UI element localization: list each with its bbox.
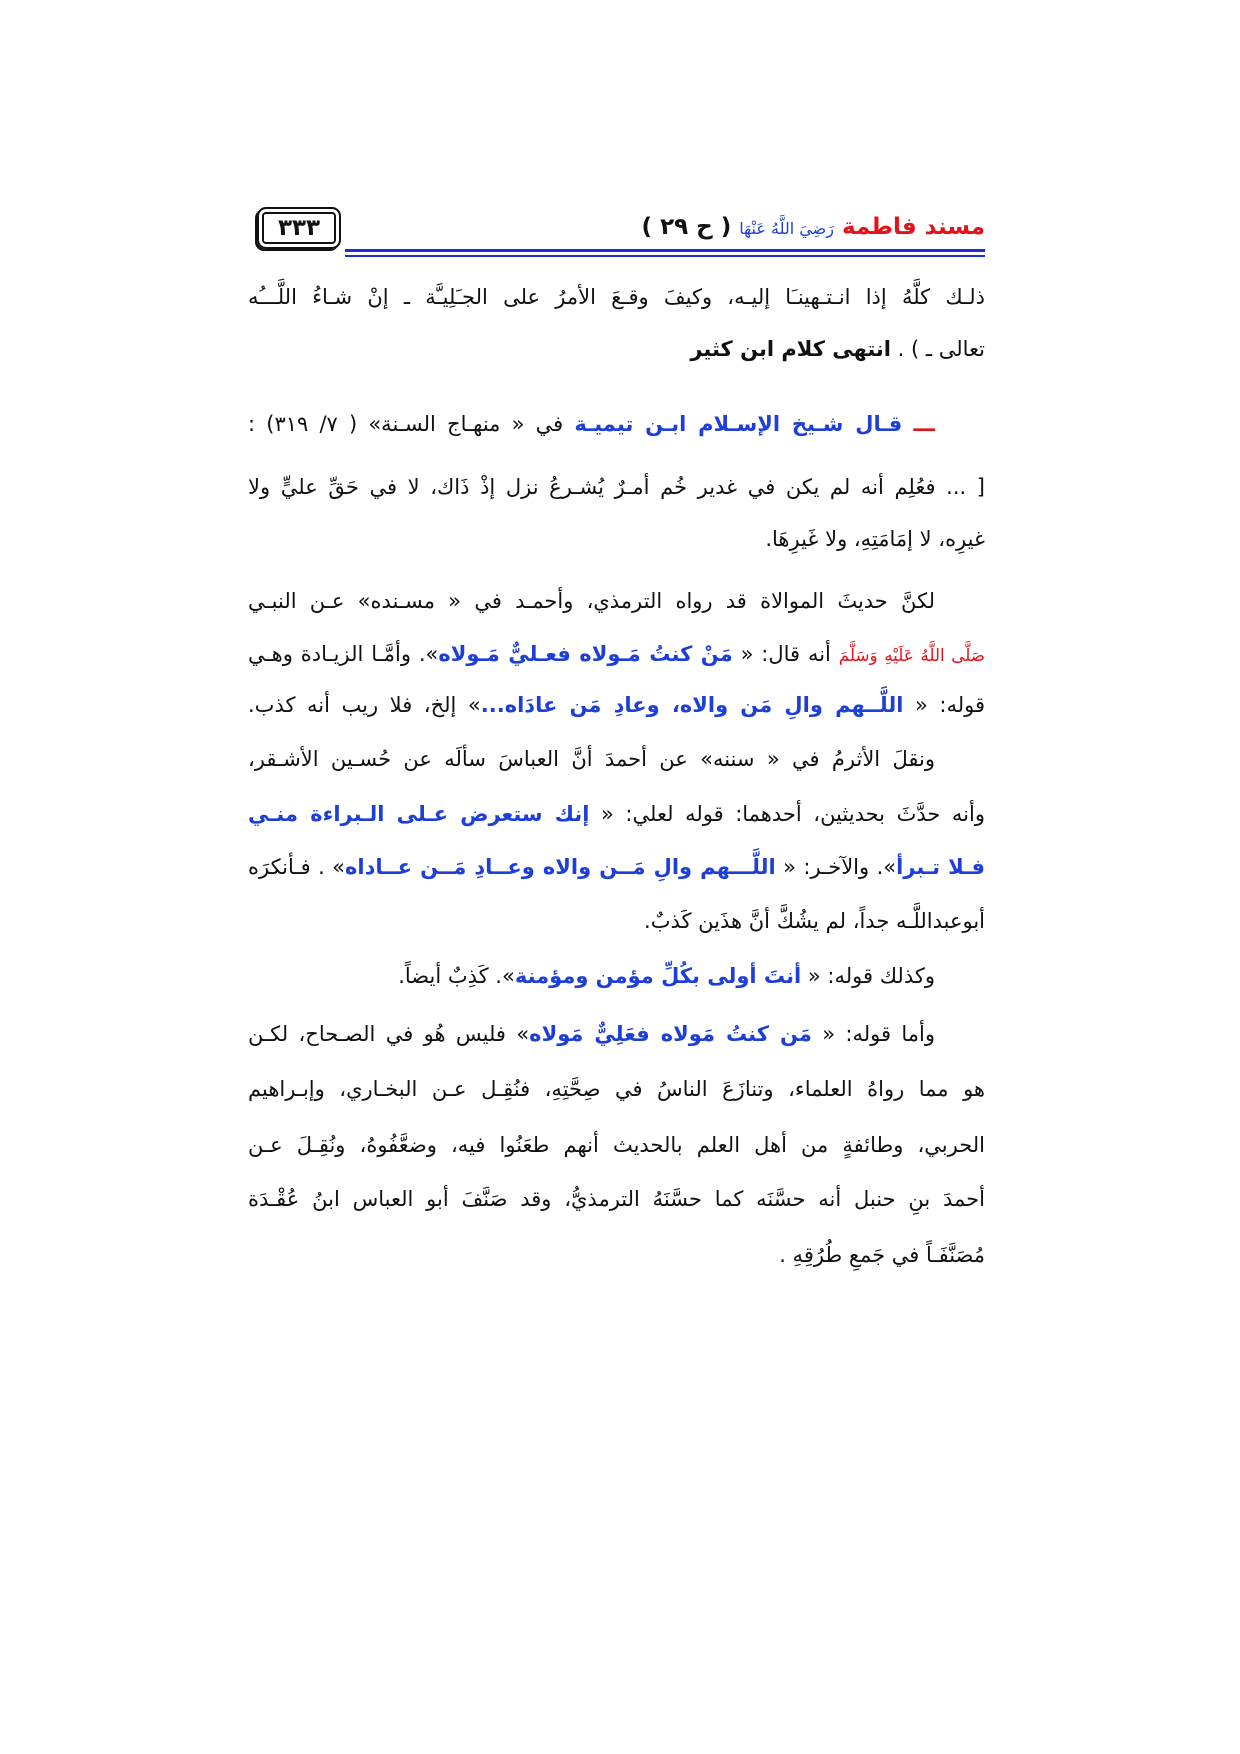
blue-highlight-text: فـلا تـبرأ <box>896 855 985 879</box>
text-run: ». والآخـر: « <box>775 855 897 879</box>
text-run: في « منهـاج السـنة» ( ٧/ ٣١٩) : <box>248 412 575 436</box>
text-line <box>248 1064 985 1114</box>
text-run: هو مما رواهُ العلماء، وتنازَعَ الناسُ في صِحَّتِهِ، فنُقِـل عـن البخـاري، وإبـراهيم <box>248 1077 985 1101</box>
text-run: ». وأمَّـا الزيـادة وهـي <box>248 642 439 666</box>
text-line <box>248 896 985 946</box>
text-run: تعالى ـ ) . <box>891 337 985 361</box>
text-run: غيرِه، لا إمَامَتِهِ، ولا غَيرِهَا. <box>765 527 985 551</box>
text-line <box>248 1120 985 1170</box>
text-run: ونقلَ الأثرمُ في « سننه» عن أحمدَ أنَّ العباسَ سألَه عن حُسـين الأشـقر، <box>248 747 935 771</box>
page-body <box>248 0 985 1754</box>
text-run: ». كَذِبٌ أيضاً. <box>398 964 515 988</box>
bold-text: انتهى كلام ابن كثير <box>690 337 891 361</box>
text-line <box>248 399 985 449</box>
text-run <box>902 412 913 436</box>
blue-highlight-text: أنتَ أولى بكُلِّ مؤمن ومؤمنة <box>514 964 802 988</box>
text-run: الحربي، وطائفةٍ من أهل العلم بالحديث أنهم طعَنُوا فيه، وضعَّفُوهُ، ونُقِـلَ عـن <box>248 1133 985 1157</box>
hadith-number: ( ح ٢٩ ) <box>641 214 732 240</box>
page-number: ٣٣٣ <box>257 207 341 249</box>
text-line <box>248 789 985 839</box>
text-run: أحمدَ بنِ حنبل أنه حسَّنَه كما حسَّنَهُ الترمذيُّ، وقد صَنَّفَ أبو العباس ابنُ عُقْـدَة <box>248 1187 985 1211</box>
text-line <box>248 1009 985 1059</box>
blue-highlight-text: اللَّـــهم والِ مَــن والاه وعــادِ مَــن عــاداه <box>345 855 776 879</box>
text-run: أنه قال: « <box>732 642 839 666</box>
blue-highlight-text: مَنْ كنتُ مَـولاه فعـليٌّ مَـولاه <box>438 642 733 666</box>
text-line <box>248 842 985 892</box>
text-line <box>248 1230 985 1280</box>
text-line <box>248 514 985 564</box>
section-marker: ـــ <box>913 412 935 436</box>
book-title: مسند فاطمة <box>841 214 985 240</box>
blue-highlight-text: اللَّــهم والِ مَن والاه، وعادِ مَن عادَاه... <box>480 693 904 717</box>
text-run: » إلخ، فلا ريب أنه كذب. <box>248 693 481 717</box>
text-run: قوله: « <box>903 693 986 717</box>
blue-highlight-text: مَن كنتُ مَولاه فعَلِيٌّ مَولاه <box>529 1022 812 1046</box>
text-run: ذلـك كلَّهُ إذا انـتـهينـَا إليـه، وكيفَ وقـعَ الأمرُ على الجـَلِيـَّة ـ إنْ شـاءُ اللَّـــُه <box>248 285 985 309</box>
blue-highlight-text: إنك ستعرض عـلى الـبراءة منـي <box>248 802 590 826</box>
text-line <box>248 680 985 730</box>
text-run: أبوعبداللَّـه جداً، لم يشُكَّ أنَّ هذَين كَذبٌ. <box>644 909 985 933</box>
text-run: [ ... فعُلِم أنه لم يكن في غدير خُم أمـرٌ يُشـرعُ نزل إذْ ذَاك، لا في حَقِّ عليٍّ ولا <box>248 475 985 499</box>
text-line <box>248 1174 985 1224</box>
blue-highlight-text: قـال شـيخ الإسـلام ابـن تيميـة <box>574 412 903 436</box>
text-run: » . فـأنكرَه <box>248 855 346 879</box>
text-line <box>248 629 985 680</box>
text-run: مُصَنَّفَـاً في جَمعِ طُرُقِهِ . <box>779 1243 985 1267</box>
text-line <box>248 272 985 322</box>
text-run: لكنَّ حديثَ الموالاة قد رواه الترمذي، وأحمـد في « مسـنده» عـن النبـي <box>248 589 935 613</box>
text-run: وأما قوله: « <box>811 1022 935 1046</box>
text-run: وأنه حدَّثَ بحديثين، أحدهما: قوله لعلي: « <box>589 802 985 826</box>
red-honorific-text: صَلَّى اللَّهُ عَلَيْهِ وَسَلَّمَ <box>838 645 986 665</box>
honorific-text: رَضِيَ اللَّهُ عَنْهَا <box>739 219 834 238</box>
text-line <box>248 462 985 512</box>
text-line <box>248 324 985 374</box>
text-line <box>248 734 985 784</box>
text-run: وكذلك قوله: « <box>801 964 935 988</box>
text-run: » فليس هُو في الصـحاح، لكـن <box>248 1022 530 1046</box>
text-line <box>248 576 985 626</box>
text-line <box>248 951 985 1001</box>
